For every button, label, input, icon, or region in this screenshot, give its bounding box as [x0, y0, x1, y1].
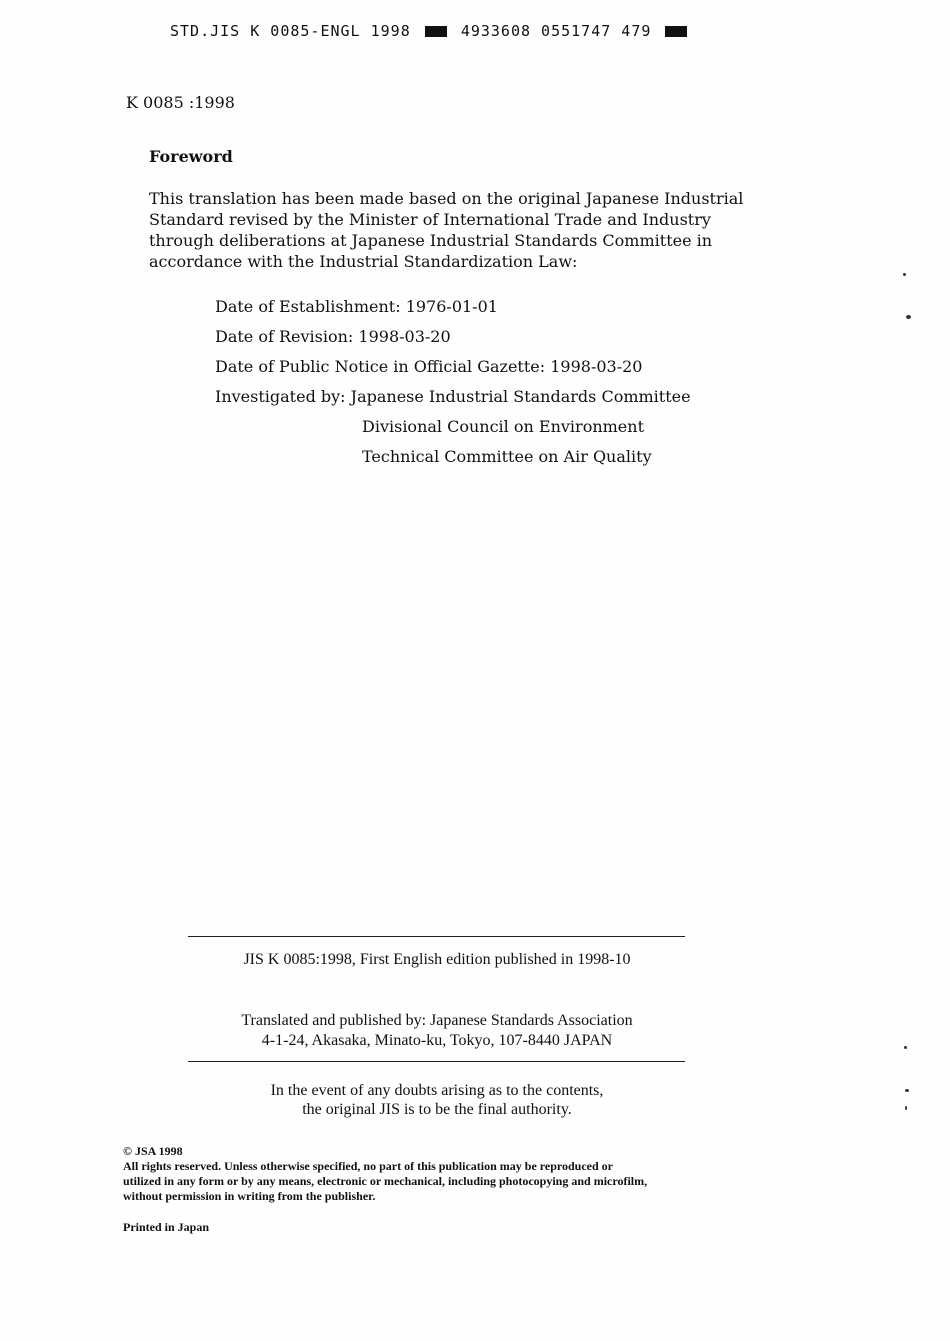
copyright-notice	[123, 1144, 783, 1204]
standard-dates	[215, 292, 691, 472]
scan-speck	[905, 1089, 909, 1092]
doc-number: K 0085 :1998	[126, 93, 235, 112]
header-right-code: 4933608 0551747 479	[460, 22, 652, 40]
authority-note-line: the original JIS is to be the final authority.	[302, 1101, 572, 1118]
scan-speck	[906, 315, 911, 319]
intro-line: Standard revised by the Minister of International Trade and Industry	[149, 210, 711, 229]
divider-bottom	[188, 1061, 685, 1062]
scan-speck	[905, 1106, 907, 1110]
intro-line: through deliberations at Japanese Industrial Standards Committee in	[149, 231, 713, 250]
redaction-block-right	[665, 26, 687, 37]
publisher-address: 4-1-24, Akasaka, Minato-ku, Tokyo, 107-8440 JAPAN	[261, 1032, 613, 1049]
document-header-code	[170, 22, 691, 40]
revision-date: Date of Revision: 1998-03-20	[215, 327, 451, 346]
redaction-block-left	[425, 26, 447, 37]
technical-committee: Technical Committee on Air Quality	[362, 447, 652, 466]
foreword-intro	[149, 188, 769, 272]
rights-line: without permission in writing from the publisher.	[123, 1189, 376, 1203]
divider-top	[188, 936, 685, 937]
copyright-line: © JSA 1998	[123, 1144, 183, 1158]
public-notice-date: Date of Public Notice in Official Gazette: 1998-03-20	[215, 357, 643, 376]
printed-in: Printed in Japan	[123, 1220, 210, 1234]
investigated-by: Investigated by: Japanese Industrial Standards Committee	[215, 387, 691, 406]
header-left-code: STD.JIS K 0085-ENGL 1998	[170, 22, 411, 40]
edition-info: JIS K 0085:1998, First English edition published in 1998-10	[243, 951, 631, 968]
intro-line: This translation has been made based on the original Japanese Industrial	[149, 189, 744, 208]
scan-speck	[904, 1046, 907, 1049]
intro-line: accordance with the Industrial Standardization Law:	[149, 252, 578, 271]
publisher-info	[0, 1011, 874, 1051]
rights-line: utilized in any form or by any means, electronic or mechanical, including photocopying and microfilm,	[123, 1174, 648, 1188]
scan-speck	[903, 273, 906, 276]
authority-note	[0, 1081, 874, 1119]
foreword-title: Foreword	[149, 147, 233, 166]
divisional-council: Divisional Council on Environment	[362, 417, 644, 436]
rights-line: All rights reserved. Unless otherwise specified, no part of this publication may be reproduced or	[123, 1159, 613, 1173]
establishment-date: Date of Establishment: 1976-01-01	[215, 297, 498, 316]
authority-note-line: In the event of any doubts arising as to the contents,	[270, 1082, 604, 1099]
publisher-line: Translated and published by: Japanese Standards Association	[241, 1012, 633, 1029]
